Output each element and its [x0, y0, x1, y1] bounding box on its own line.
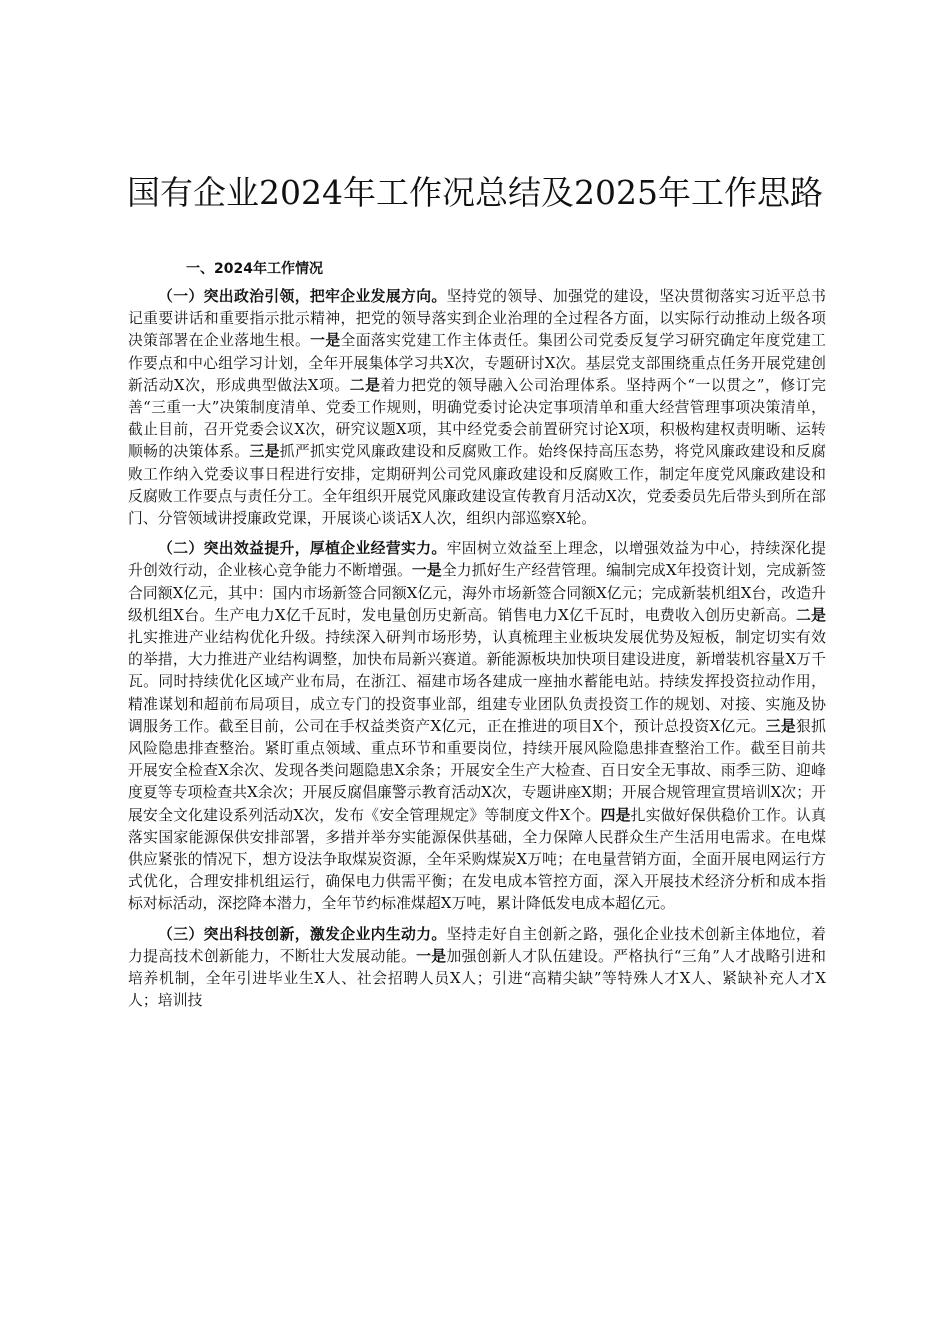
paragraph-text: 着力把党的领导融入公司治理体系。坚持两个“一以贯之”，修订完善“三重一大”决策制度清单、党委工作规则，明确党委讨论决定事项清单和重大经营管理事项决策清单，截止目前，召开党委会议X次，研究议题X项，其中经党委会前置研究讨论X项，积极构建权责明晰、运转顺畅的决策体系。 — [128, 376, 826, 461]
point-marker: 二是 — [795, 606, 826, 624]
paragraph-text: 抓严抓实党风廉政建设和反腐败工作。始终保持高压态势，将党风廉政建设和反腐败工作纳入党委议事日程进行安排，定期研判公司党风廉政建设和反腐败工作，制定年度党风廉政建设和反腐败工作要点与责任分工。全年组织开展党风廉政建设宣传教育月活动X次，党委委员先后带头到所在部门、分管领域讲授廉政党课，开展谈心谈话X人次，组织内部巡察X轮。 — [128, 443, 826, 528]
point-marker: 三是 — [765, 717, 796, 735]
paragraph-efficiency — [128, 538, 826, 915]
paragraph-text: 全面落实党建工作主体责任。集团公司党委反复学习研究确定年度党建工作要点和中心组学习计划，全年开展集体学习共X次，专题研讨X次。基层党支部围绕重点任务开展党建创新活动X次，形成典型做法X项。 — [128, 332, 827, 394]
paragraph-text: 加强创新人才队伍建设。严格执行“三角”人才战略引进和培养机制，全年引进毕业生X人、社会招聘人员X人；引进“高精尖缺”等特殊人才X人、紧缺补充人才X人；培训技 — [128, 947, 827, 1010]
paragraph-text: 坚持走好自主创新之路，强化企业技术创新主体地位，着力提高技术创新能力，不断壮大发展动能。 — [128, 925, 826, 965]
paragraph-text: 全力抓好生产经营管理。编制完成X年投资计划，完成新签合同额X亿元，其中：国内市场新签合同额X亿元，海外市场新签合同额X亿元；完成新装机组X台，改造升级机组X台。生产电力X亿千瓦时，发电量创历史新高。销售电力X亿千瓦时，电费收入创历史新高。 — [128, 562, 827, 624]
point-marker: 一是 — [411, 562, 442, 580]
document-body — [128, 258, 826, 1021]
paragraph-text: 扎实做好保供稳价工作。认真落实国家能源保供安排部署，多措并举夯实能源保供基础，全力保障人民群众生产生活用电需求。在电煤供应紧张的情况下，想方设法争取煤炭资源，全年采购煤炭X万吨；在电量营销方面，全面开展电网运行方式优化，合理安排机组运行，确保电力供需平衡；在发电成本管控方面，深入开展技术经济分析和成本指标对标活动，深挖降本潜力，全年节约标准煤超X万吨，累计降低发电成本超亿元。 — [128, 806, 826, 913]
paragraph-lead: （三）突出科技创新，激发企业内生动力。 — [158, 925, 447, 943]
paragraph-lead: （一）突出政治引领，把牢企业发展方向。 — [158, 288, 447, 305]
paragraph-politics — [128, 286, 826, 530]
paragraph-text: 牢固树立效益至上理念，以增强效益为中心，持续深化提升创效行动，企业核心竞争能力不断增强。 — [128, 540, 826, 580]
paragraph-text: 狠抓风险隐患排查整治。紧盯重点领域、重点环节和重要岗位，持续开展风险隐患排查整治工作。截至目前共开展安全检查X余次、发现各类问题隐患X余条；开展安全生产大检查、百日安全无事故、雨季三防、迎峰度夏等专项检查共X余次；开展反腐倡廉警示教育活动X次，专题讲座X期；开展合规管理宣贯培训X次；开展安全文化建设系列活动X次，发布《安全管理规定》等制度文件X个。 — [128, 717, 827, 824]
paragraph-innovation — [128, 924, 826, 1013]
point-marker: 三是 — [249, 443, 280, 461]
point-marker: 一是 — [310, 332, 341, 350]
paragraph-text: 扎实推进产业结构优化升级。持续深入研判市场形势，认真梳理主业板块发展优势及短板，制定切实有效的举措，大力推进产业结构调整，加快布局新兴赛道。新能源板块加快项目建设进度，新增装机容量X万千瓦。同时持续优化区域产业布局，在浙江、福建市场各建成一座抽水蓄能电站。持续发挥投资拉动作用，精准谋划和超前布局项目，成立专门的投资事业部，组建专业团队负责投资工作的规划、对接、实施及协调服务工作。截至目前，公司在手权益类资产X亿元，正在推进的项目X个，预计总投资X亿元。 — [128, 629, 826, 735]
point-marker: 一是 — [416, 947, 447, 965]
point-marker: 四是 — [600, 806, 631, 824]
point-marker: 二是 — [349, 376, 381, 394]
document-title: 国有企业2024年工作况总结及2025年工作思路 — [127, 173, 823, 212]
section-heading: 一、2024年工作情况 — [186, 261, 323, 277]
paragraph-text: 坚持党的领导、加强党的建设，坚决贯彻落实习近平总书记重要讲话和重要指示批示精神，把党的领导落实到企业治理的全过程各方面，以实际行动推动上级各项决策部署在企业落地生根。 — [128, 288, 826, 350]
paragraph-lead: （二）突出效益提升，厚植企业经营实力。 — [158, 540, 447, 558]
